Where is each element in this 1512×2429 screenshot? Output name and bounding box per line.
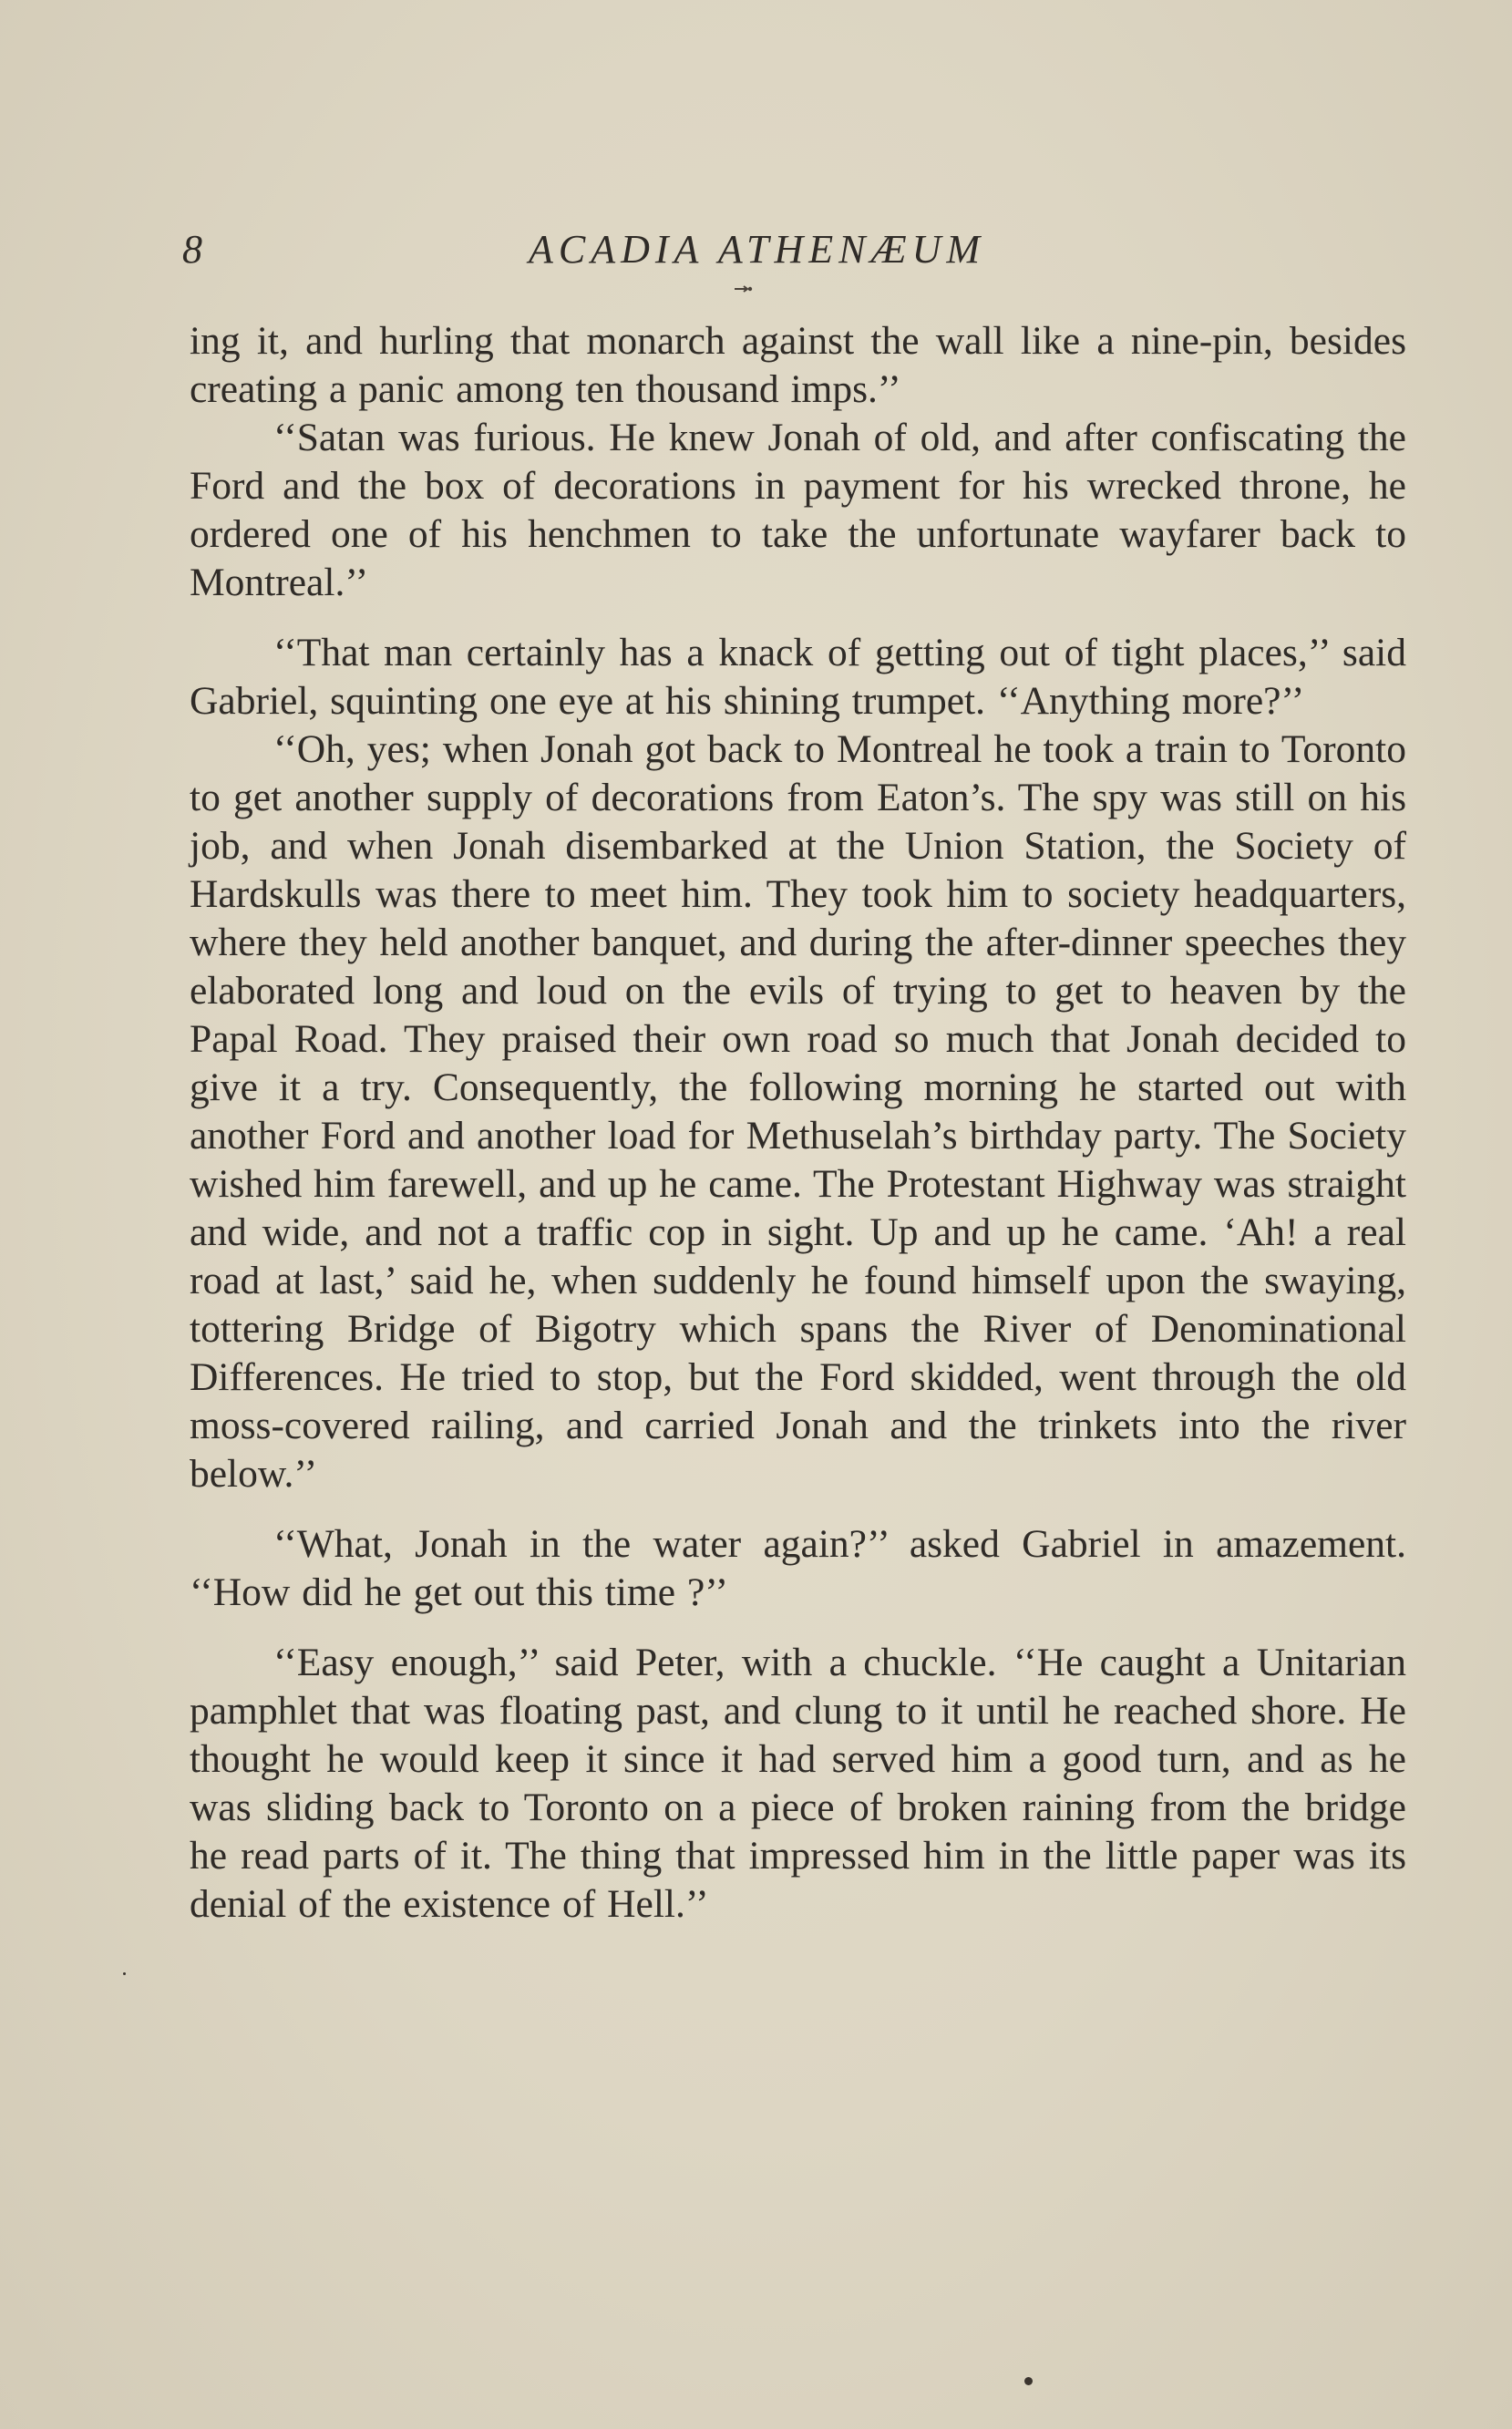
paragraph: ‘‘Oh, yes; when Jonah got back to Montreal he took a train to Toronto to get another supply of decorations from Eaton’s. The spy was still on his job, and when Jonah disembarked at the Union Station, the Society of Hardskulls was there to meet him. They took him to society headquarters, where they held another banquet, and during the after-dinner speeches they elaborated long and loud on the evils of trying to get to heaven by the Papal Road. They praised their own road so much that Jonah decided to give it a try. Consequently, the following morning he started out with another Ford and another load for Methuselah’s birthday party. The Society wished him farewell, and up he came. The Protestant Highway was straight and wide, and not a traffic cop in sight. Up and up he came. ‘Ah! a real road at last,’ said he, when suddenly he found himself upon the swaying, tottering Bridge of Bigotry which spans the River of Denominational Differences. He tried to stop, but the Ford skidded, went through the old moss-covered railing, and carried Jonah and the trinkets into the river below.’’ bbox=[190, 727, 1406, 1496]
page-number: 8 bbox=[182, 227, 203, 272]
running-head: ACADIA ATHENÆUM bbox=[529, 227, 986, 272]
paragraph: ‘‘What, Jonah in the water again?’’ asked Gabriel in amazement. ‘‘How did he get out this time ?’’ bbox=[190, 1522, 1406, 1614]
speck bbox=[123, 1972, 126, 1975]
paragraph: ‘‘Satan was furious. He knew Jonah of old, and after confiscating the Ford and the box of decorations in payment for his wrecked throne, he ordered one of his henchmen to take the unfortunate wayfarer back to Montreal.’’ bbox=[190, 416, 1406, 604]
paragraph: ‘‘Easy enough,’’ said Peter, with a chuckle. ‘‘He caught a Unitarian pamphlet that was floating past, and clung to it until he reached shore. He thought he would keep it since it had served him a good turn, and as he was sliding back to Toronto on a piece of broken raining from the bridge he read parts of it. The thing that impressed him in the little paper was its denial of the existence of Hell.’’ bbox=[190, 1641, 1406, 1926]
page-header bbox=[182, 226, 1303, 281]
speck bbox=[1024, 2377, 1033, 2385]
ornament-mark bbox=[734, 284, 754, 293]
paragraph: ‘‘That man certainly has a knack of getting out of tight places,’’ said Gabriel, squinting one eye at his shining trumpet. ‘‘Anything more?’’ bbox=[190, 631, 1406, 723]
paragraph: ing it, and hurling that monarch against the wall like a nine-pin, besides creating a panic among ten thousand imps.’’ bbox=[190, 319, 1406, 411]
body-text bbox=[190, 317, 1406, 1929]
